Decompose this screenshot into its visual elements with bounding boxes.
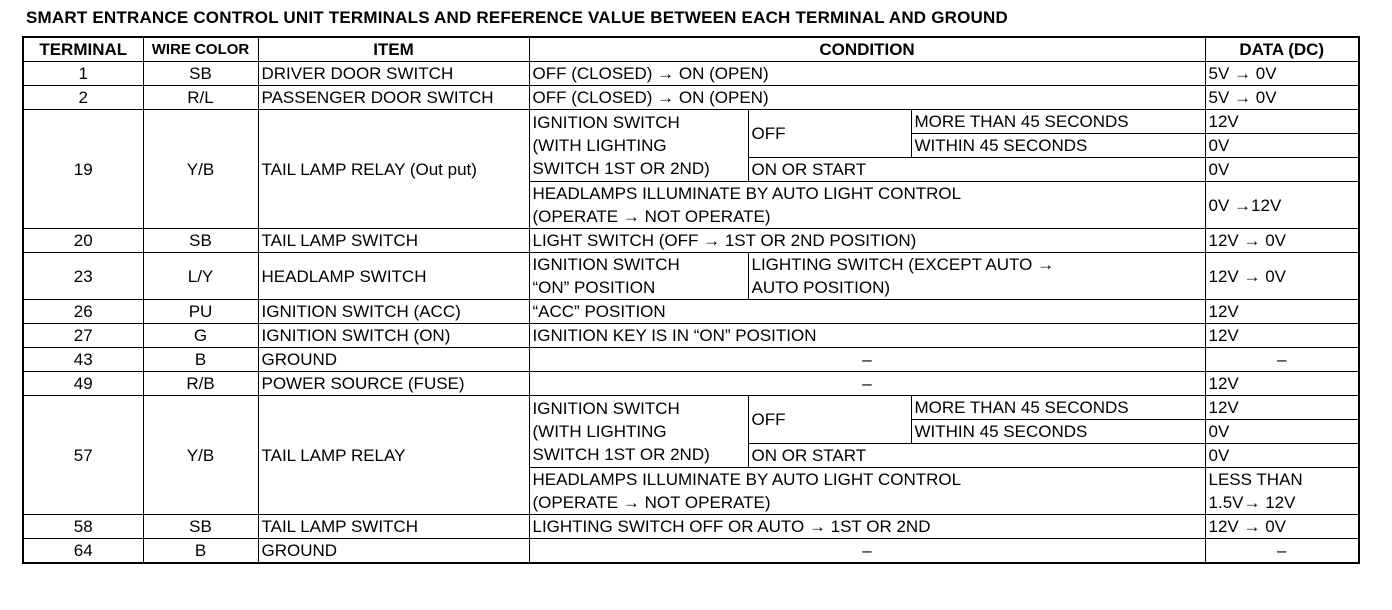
data-cell: 0V [1205,158,1359,182]
header-data: DATA (DC) [1205,37,1359,62]
item-cell: TAIL LAMP RELAY [258,396,529,515]
condition-cell: LIGHTING SWITCH OFF OR AUTO → 1ST OR 2ND [529,515,1205,539]
condition-cell: – [529,372,1205,396]
terminal-cell: 57 [23,396,143,515]
condition-line: IGNITION SWITCH [532,399,680,418]
data-cell: 0V [1205,420,1359,444]
condition-line: HEADLAMPS ILLUMINATE BY AUTO LIGHT CONTROL [532,184,962,203]
wire-color-cell: R/B [143,372,258,396]
table-row [23,300,1359,324]
wire-color-cell: Y/B [143,396,258,515]
condition-ignition-cell [529,253,748,300]
data-cell: – [1205,348,1359,372]
wire-color-cell: PU [143,300,258,324]
condition-headlamp-cell [529,182,1205,229]
table-row [23,86,1359,110]
condition-more45-cell: MORE THAN 45 SECONDS [911,396,1205,420]
wire-color-cell: L/Y [143,253,258,300]
condition-line: IGNITION SWITCH [532,255,680,274]
wire-color-cell: R/L [143,86,258,110]
table-row [23,229,1359,253]
condition-onstart-cell: ON OR START [748,158,1205,182]
data-cell: 0V →12V [1205,182,1359,229]
table-row [23,348,1359,372]
data-line: LESS THAN [1208,470,1303,489]
terminal-cell: 20 [23,229,143,253]
condition-off-cell: OFF [748,396,911,444]
condition-line: LIGHTING SWITCH (EXCEPT AUTO → [751,255,1055,274]
table-row [23,396,1359,420]
data-cell: 12V → 0V [1205,253,1359,300]
table-row [23,62,1359,86]
condition-line: AUTO POSITION) [751,278,891,297]
condition-cell: “ACC” POSITION [529,300,1205,324]
item-cell: POWER SOURCE (FUSE) [258,372,529,396]
table-row [23,539,1359,564]
condition-within45-cell: WITHIN 45 SECONDS [911,420,1205,444]
header-item: ITEM [258,37,529,62]
data-cell: 12V [1205,324,1359,348]
condition-ignition-cell [529,396,748,468]
data-cell [1205,468,1359,515]
data-cell: 0V [1205,444,1359,468]
data-cell: 12V → 0V [1205,229,1359,253]
condition-cell: – [529,539,1205,564]
terminal-table [22,36,1360,564]
wire-color-cell: SB [143,62,258,86]
data-cell: 12V [1205,372,1359,396]
condition-cell: LIGHT SWITCH (OFF → 1ST OR 2ND POSITION) [529,229,1205,253]
data-cell: 5V → 0V [1205,62,1359,86]
condition-line: IGNITION SWITCH [532,113,680,132]
data-cell: 12V [1205,300,1359,324]
data-cell: 12V [1205,396,1359,420]
data-cell: 12V → 0V [1205,515,1359,539]
wire-color-cell: SB [143,515,258,539]
terminal-cell: 2 [23,86,143,110]
condition-line: (OPERATE → NOT OPERATE) [532,207,771,226]
table-row [23,324,1359,348]
condition-off-cell: OFF [748,110,911,158]
condition-line: (WITH LIGHTING [532,136,667,155]
table-row [23,110,1359,134]
header-terminal: TERMINAL [23,37,143,62]
item-cell: GROUND [258,539,529,564]
terminal-cell: 49 [23,372,143,396]
wire-color-cell: B [143,348,258,372]
wire-color-cell: B [143,539,258,564]
item-cell: TAIL LAMP RELAY (Out put) [258,110,529,229]
table-row [23,515,1359,539]
condition-onstart-cell: ON OR START [748,444,1205,468]
condition-cell: OFF (CLOSED) → ON (OPEN) [529,62,1205,86]
terminal-cell: 27 [23,324,143,348]
wire-color-cell: Y/B [143,110,258,229]
item-cell: IGNITION SWITCH (ACC) [258,300,529,324]
data-cell: 12V [1205,110,1359,134]
table-row [23,253,1359,300]
data-line: 1.5V→ 12V [1208,493,1296,512]
terminal-cell: 64 [23,539,143,564]
data-cell: 0V [1205,134,1359,158]
condition-cell: OFF (CLOSED) → ON (OPEN) [529,86,1205,110]
condition-line: SWITCH 1ST OR 2ND) [532,445,710,464]
item-cell: PASSENGER DOOR SWITCH [258,86,529,110]
condition-line: (WITH LIGHTING [532,422,667,441]
item-cell: GROUND [258,348,529,372]
condition-more45-cell: MORE THAN 45 SECONDS [911,110,1205,134]
condition-line: SWITCH 1ST OR 2ND) [532,159,710,178]
data-cell: – [1205,539,1359,564]
header-wire-color: WIRE COLOR [143,37,258,62]
condition-headlamp-cell [529,468,1205,515]
condition-lighting-cell [748,253,1205,300]
condition-cell: – [529,348,1205,372]
terminal-cell: 58 [23,515,143,539]
condition-cell: IGNITION KEY IS IN “ON” POSITION [529,324,1205,348]
condition-line: “ON” POSITION [532,278,656,297]
data-cell: 5V → 0V [1205,86,1359,110]
item-cell: IGNITION SWITCH (ON) [258,324,529,348]
condition-within45-cell: WITHIN 45 SECONDS [911,134,1205,158]
item-cell: DRIVER DOOR SWITCH [258,62,529,86]
wire-color-cell: SB [143,229,258,253]
terminal-cell: 26 [23,300,143,324]
condition-line: (OPERATE → NOT OPERATE) [532,493,771,512]
header-condition: CONDITION [529,37,1205,62]
header-row [23,37,1359,62]
item-cell: TAIL LAMP SWITCH [258,515,529,539]
document-title: SMART ENTRANCE CONTROL UNIT TERMINALS AND REFERENCE VALUE BETWEEN EACH TERMINAL AND GROUND [26,8,1008,27]
item-cell: TAIL LAMP SWITCH [258,229,529,253]
wire-color-cell: G [143,324,258,348]
terminal-cell: 23 [23,253,143,300]
terminal-cell: 1 [23,62,143,86]
table-row [23,372,1359,396]
terminal-cell: 43 [23,348,143,372]
condition-line: HEADLAMPS ILLUMINATE BY AUTO LIGHT CONTROL [532,470,962,489]
terminal-cell: 19 [23,110,143,229]
condition-ignition-cell [529,110,748,182]
item-cell: HEADLAMP SWITCH [258,253,529,300]
